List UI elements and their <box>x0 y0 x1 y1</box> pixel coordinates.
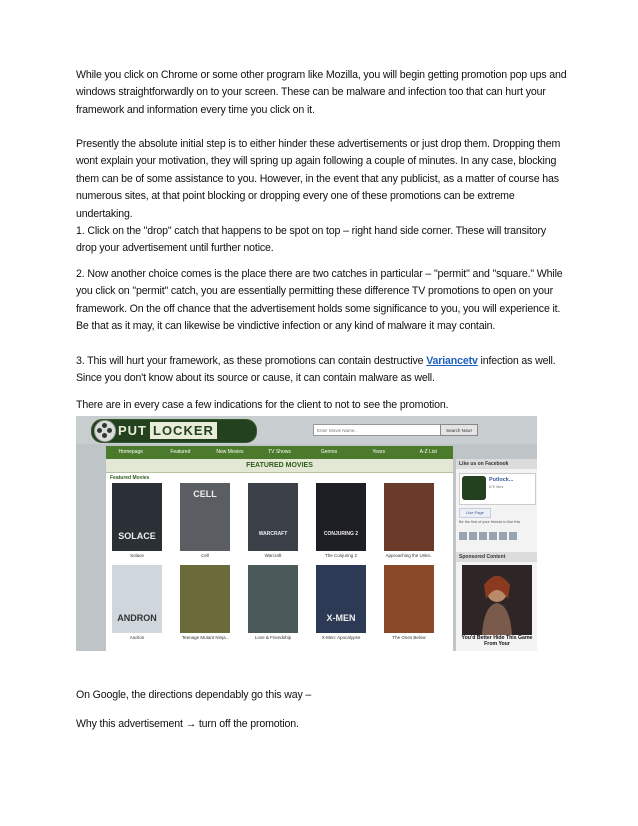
paragraph-4-text: 2. Now another choice comes is the place there are two catches in particular – "permit" and "square." While you click on "permit" catch, you are essentially permitting these difference TV promotions to open on your framework. On the off chance that the advertisement holds some significance to you, you will experience it. Be that as it may, it can likewise be vindictive infection or any kind of malware it may contain. <box>76 268 563 333</box>
facebook-page-image <box>462 476 486 500</box>
paragraph-1 <box>76 67 568 119</box>
poster-title-text: X-MEN <box>326 613 356 623</box>
poster-title-text: ANDRON <box>117 613 157 623</box>
movie-poster <box>112 483 162 551</box>
movie-poster <box>248 483 298 551</box>
movie-title: Andron <box>129 635 145 640</box>
movie-title: The Ones Below <box>392 635 426 640</box>
movie-poster <box>384 565 434 633</box>
paragraph-4 <box>76 266 568 336</box>
paragraph-8-text: Why this advertisement → turn off the promotion. <box>76 718 299 730</box>
poster-title-text: CELL <box>193 489 217 499</box>
putlocker-screenshot <box>76 416 537 651</box>
paragraph-3 <box>76 223 568 258</box>
featured-banner: FEATURED MOVIES <box>106 459 453 473</box>
friend-avatars <box>459 532 534 540</box>
paragraph-2-text: Presently the absolute initial step is to either hinder these advertisements or just drop them. Dropping them wont explain your motivation, they will spring up again following a couple of minutes. In any case, blocking them can be of some assistance to you. However, in the event that any publicist, as a matter of course has numerous sites, at that point blocking or dropping every one of these promotions can be extreme undertaking. <box>76 138 561 220</box>
nav-item: TV Shows <box>268 449 291 455</box>
poster-title-text: CONJURING 2 <box>323 531 359 537</box>
nav-item: New Movies <box>216 449 244 455</box>
facebook-prompt: Be the first of your friends to like this <box>459 520 521 524</box>
sponsored-header: Sponsored Content <box>456 552 537 562</box>
movie-poster <box>384 483 434 551</box>
movie-poster <box>112 565 162 633</box>
movie-title: X-Men: Apocalypse <box>321 635 361 640</box>
paragraph-5-end: infection as well. Since you don't know about its source or cause, it can contain malware as well. <box>76 355 556 385</box>
movie-title: Cell <box>201 553 209 558</box>
movie-title: Approaching the Unkn.. <box>385 553 433 558</box>
movie-poster <box>248 565 298 633</box>
film-reel-icon <box>94 420 116 442</box>
paragraph-3-text: 1. Click on the "drop" catch that happens to be spot on top – right hand side corner. These will transitory drop your advertisement until further notice. <box>76 225 547 255</box>
section-title: Featured Movies <box>110 475 150 481</box>
site-header <box>76 416 537 444</box>
movie-poster <box>180 483 230 551</box>
paragraph-7-text: On Google, the directions dependably go this way – <box>76 689 312 701</box>
nav-item: A-Z List <box>419 449 437 455</box>
putlocker-logo <box>91 419 257 443</box>
nav-item: Years <box>372 449 385 455</box>
like-page-button: Like Page <box>459 508 491 518</box>
movie-poster <box>316 483 366 551</box>
paragraph-2 <box>76 136 568 223</box>
featured-grid <box>106 473 453 651</box>
facebook-page-name: Putlock... <box>489 477 514 483</box>
poster-title-text: WARCRAFT <box>258 531 288 537</box>
paragraph-6-text: There are in every case a few indications for the client to not to see the promotion. <box>76 399 449 411</box>
facebook-widget <box>459 473 536 505</box>
paragraph-8 <box>76 716 568 733</box>
facebook-likes: 67K likes <box>489 485 504 489</box>
movie-title: Solace <box>130 553 144 558</box>
paragraph-5-text <box>76 353 568 388</box>
movie-poster <box>316 565 366 633</box>
ad-text: You'd Better Hide This Game From Your <box>461 635 533 648</box>
movie-poster <box>180 565 230 633</box>
movie-title: Teenage Mutant Ninja.. <box>181 635 229 640</box>
facebook-header: Like us on Facebook <box>456 459 537 469</box>
ad-image <box>462 565 532 635</box>
site-search-input: Enter Movie Name.. <box>313 424 443 436</box>
poster-title-text: SOLACE <box>118 531 156 541</box>
movie-title: Love & Friendship <box>254 635 292 640</box>
variancetv-link[interactable]: Variancetv <box>426 355 478 367</box>
paragraph-6 <box>76 397 568 414</box>
movie-title: The Conjuring 2 <box>324 553 358 558</box>
movie-title: Warcraft <box>264 553 282 558</box>
site-nav <box>106 446 453 459</box>
site-sidebar <box>456 459 537 651</box>
nav-item: Featured <box>170 449 191 455</box>
paragraph-7 <box>76 687 568 704</box>
paragraph-1-text: While you click on Chrome or some other program like Mozilla, you will begin getting promotion pop ups and windows straightforwardly on to your screen. These can be malware and infection too that can hurt your framework and information every time you click on it. <box>76 69 567 116</box>
site-search-button: Search Now! <box>440 424 478 436</box>
paragraph-5-start: 3. This will hurt your framework, as these promotions can contain destructive <box>76 355 427 367</box>
paragraph-5 <box>76 353 568 388</box>
logo-text: PUT LOCKER <box>118 422 217 439</box>
nav-item: Homepage <box>118 449 144 455</box>
nav-item: Genres <box>320 449 338 455</box>
